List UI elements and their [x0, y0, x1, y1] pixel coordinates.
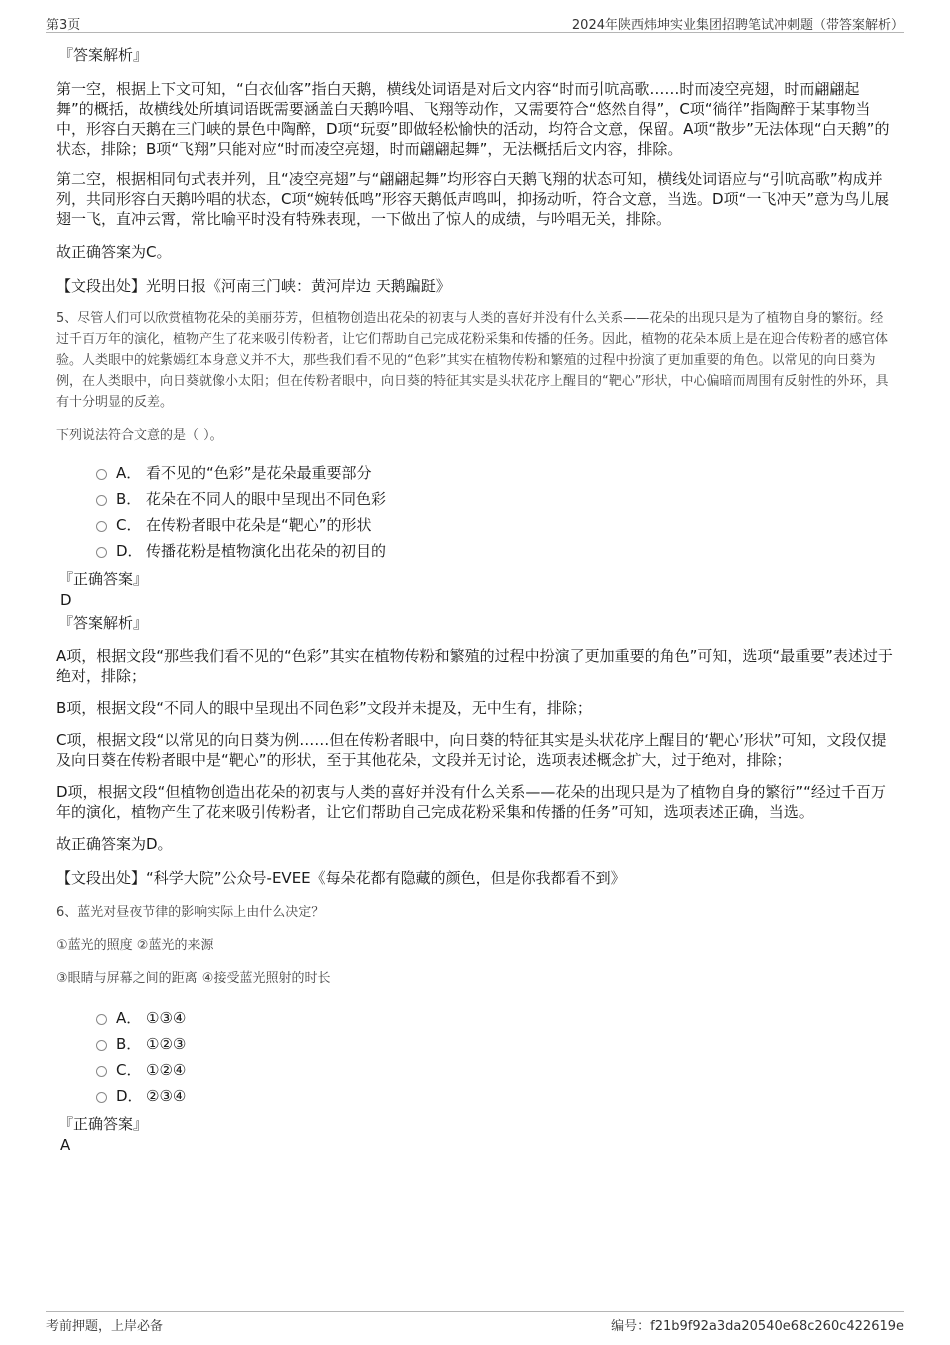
radio-button-icon[interactable]	[96, 495, 107, 506]
radio-button-icon[interactable]	[96, 469, 107, 480]
q5-option-c[interactable]: C． 在传粉者眼中花朵是“靶心”的形状	[96, 512, 896, 538]
q6-statement-line-1: ①蓝光的照度 ②蓝光的来源	[56, 938, 214, 953]
q5-option-d[interactable]: D． 传播花粉是植物演化出花朵的初目的	[96, 538, 896, 564]
q6-question: 6、蓝光对昼夜节律的影响实际上由什么决定？	[56, 905, 325, 920]
q5-passage: 5、尽管人们可以欣赏植物花朵的美丽芬芳，但植物创造出花朵的初衷与人类的喜好并没有什么关系——花朵的出现只是为了植物自身的繁衍。经过千百万年的演化，植物产生了花来吸引传粉者，让它们帮助自己完成花粉采集和传播的任务。因此，植物的花朵本质上是在迎合传粉者的感官体验。人类眼中的姹紫嫣红本身意义并不大，那些我们看不见的“色彩”其实在植物传粉和繁殖的过程中扮演了更加重要的角色。以常见的向日葵为例，在人类眼中，向日葵就像小太阳；但在传粉者眼中，向日葵的特征其实是头状花序上醒目的“靶心”形状，中心偏暗而周围有反射性的外环，具有十分明显的反差。	[56, 311, 889, 410]
q4-explanation-label: 『答案解析』	[58, 46, 149, 64]
q5-explanation-a: A项，根据文段“那些我们看不见的“色彩”其实在植物传粉和繁殖的过程中扮演了更加重要的角色”可知，选项“最重要”表述过于绝对，排除；	[56, 647, 893, 685]
radio-button-icon[interactable]	[96, 1092, 107, 1103]
document-title: 2024年陕西炜坤实业集团招聘笔试冲刺题（带答案解析）	[571, 18, 904, 33]
radio-button-icon[interactable]	[96, 547, 107, 558]
radio-button-icon[interactable]	[96, 1040, 107, 1051]
q5-answer-label: 『正确答案』	[58, 570, 149, 588]
q6-option-a[interactable]: A． ①③④	[96, 1005, 896, 1031]
q6-option-d[interactable]: D． ②③④	[96, 1083, 896, 1109]
q4-explanation-paragraph-1: 第一空，根据上下文可知，“白衣仙客”指白天鹅，横线处词语是对后文内容“时而引吭高歌……时而凌空亮翅，时而翩翩起舞”的概括，故横线处所填词语既需要涵盖白天鹅吟唱、飞翔等动作，又需要符合“悠然自得”，C项“徜徉”指陶醉于某事物当中，形容白天鹅在三门峡的景色中陶醉，D项“玩耍”即做轻松愉快的活动，均符合文意，保留。A项“散步”无法体现“白天鹅”的状态，排除；B项“飞翔”只能对应“时而凌空亮翅，时而翩翩起舞”，无法概括后文内容，排除。	[56, 80, 890, 158]
q5-option-b[interactable]: B． 花朵在不同人的眼中呈现出不同色彩	[96, 486, 896, 512]
document-id: 编号：f21b9f92a3da20540e68c260c422619e	[611, 1319, 904, 1334]
q6-statement-line-2: ③眼睛与屏幕之间的距离 ④接受蓝光照射的时长	[56, 971, 331, 986]
footer-slogan: 考前押题，上岸必备	[46, 1319, 164, 1334]
q4-conclusion: 故正确答案为C。	[56, 243, 172, 261]
radio-button-icon[interactable]	[96, 1014, 107, 1025]
q5-explanation-label: 『答案解析』	[58, 614, 149, 632]
page-header	[46, 12, 904, 33]
q5-question: 下列说法符合文意的是（ ）。	[56, 428, 223, 443]
q5-option-a[interactable]: A． 看不见的“色彩”是花朵最重要部分	[96, 460, 896, 486]
q5-source: 【文段出处】“科学大院”公众号-EVEE《每朵花都有隐藏的颜色，但是你我都看不到》	[56, 869, 626, 887]
document-body	[56, 44, 896, 1155]
page-number: 第3页	[46, 18, 81, 33]
q4-source: 【文段出处】光明日报《河南三门峡：黄河岸边 天鹅蹁跹》	[56, 277, 451, 295]
q5-explanation-d: D项，根据文段“但植物创造出花朵的初衷与人类的喜好并没有什么关系——花朵的出现只是为了植物自身的繁衍”“经过千百万年的演化，植物产生了花来吸引传粉者，让它们帮助自己完成花粉采集和传播的任务”可知，选项表述正确，当选。	[56, 783, 886, 821]
q5-conclusion: 故正确答案为D。	[56, 835, 173, 853]
q6-answer: A	[60, 1136, 71, 1154]
q6-option-b[interactable]: B． ①②③	[96, 1031, 896, 1057]
q5-explanation-b: B项，根据文段“不同人的眼中呈现出不同色彩”文段并未提及，无中生有，排除；	[56, 699, 592, 717]
q6-options	[96, 1005, 896, 1109]
q4-explanation-paragraph-2: 第二空，根据相同句式表并列，且“凌空亮翅”与“翩翩起舞”均形容白天鹅飞翔的状态可知，横线处词语应与“引吭高歌”构成并列，共同形容白天鹅吟唱的状态，C项“婉转低鸣”形容天鹅低声鸣叫，抑扬动听，符合文意，当选。D项“一飞冲天”意为鸟儿展翅一飞，直冲云霄，常比喻平时没有特殊表现，一下做出了惊人的成绩，与吟唱无关，排除。	[56, 170, 890, 228]
q5-options	[96, 460, 896, 564]
q5-explanation-c: C项，根据文段“以常见的向日葵为例……但在传粉者眼中，向日葵的特征其实是头状花序上醒目的‘靶心’形状”可知，文段仅提及向日葵在传粉者眼中是“靶心”的形状，至于其他花朵，文段并无讨论，选项表述概念扩大，过于绝对，排除；	[56, 731, 887, 769]
q5-answer: D	[60, 591, 72, 609]
radio-button-icon[interactable]	[96, 1066, 107, 1077]
q6-answer-label: 『正确答案』	[58, 1115, 149, 1133]
page-footer	[46, 1311, 904, 1336]
q6-option-c[interactable]: C． ①②④	[96, 1057, 896, 1083]
radio-button-icon[interactable]	[96, 521, 107, 532]
